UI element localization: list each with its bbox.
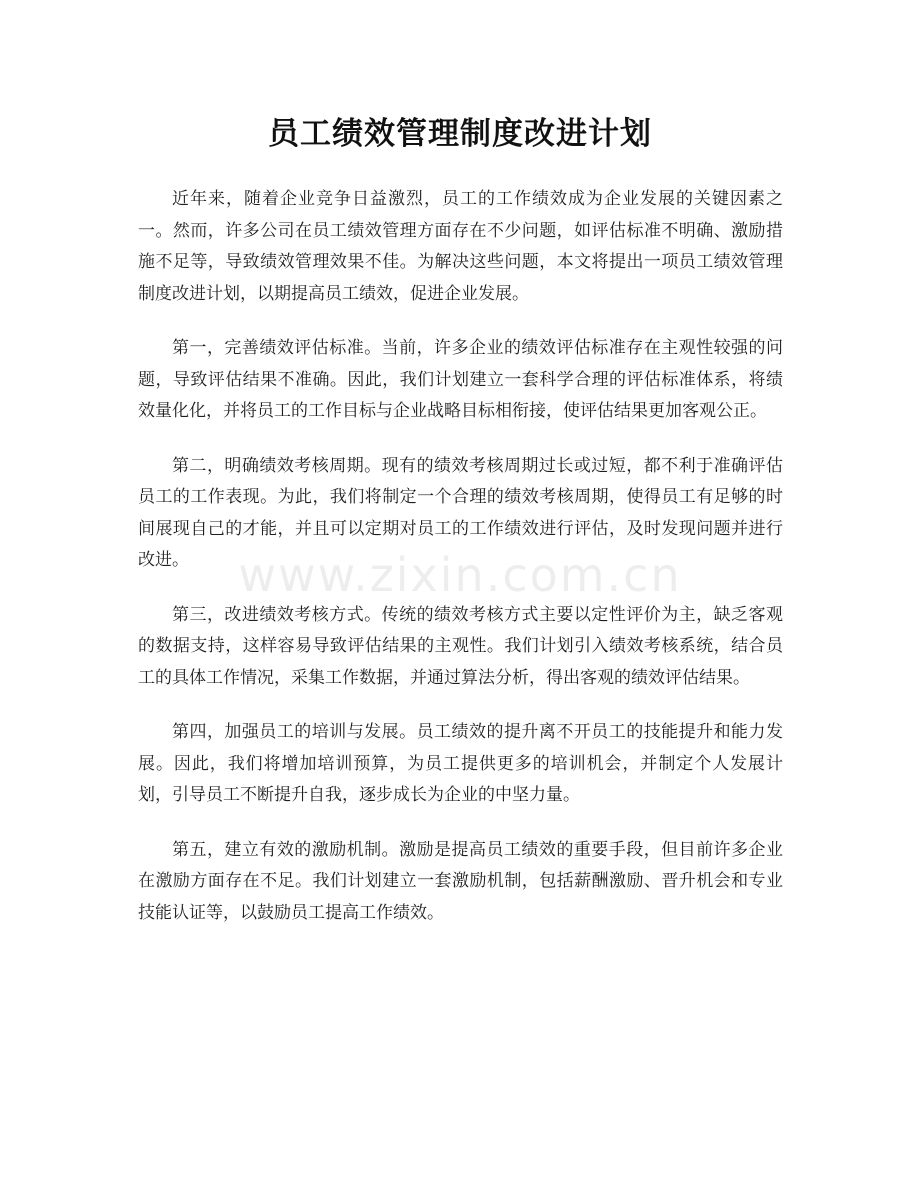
paragraph-fifth: 第五，建立有效的激励机制。激励是提高员工绩效的重要手段，但目前许多企业在激励方面存在不足。我们计划建立一套激励机制，包括薪酬激励、晋升机会和专业技能认证等，以鼓励员工提高工作绩效。 xyxy=(138,839,783,923)
paragraph-third: 第三，改进绩效考核方式。传统的绩效考核方式主要以定性评价为主，缺乏客观的数据支持，这样容易导致评估结果的主观性。我们计划引入绩效考核系统，结合员工的具体工作情况，采集工作数据，并通过算法分析，得出客观的绩效评估结果。 xyxy=(138,604,783,688)
paragraph-fourth: 第四，加强员工的培训与发展。员工绩效的提升离不开员工的技能提升和能力发展。因此，我们将增加培训预算，为员工提供更多的培训机会，并制定个人发展计划，引导员工不断提升自我，逐步成长为企业的中坚力量。 xyxy=(138,722,783,805)
paragraph-intro: 近年来，随着企业竞争日益激烈，员工的工作绩效成为企业发展的关键因素之一。然而，许多公司在员工绩效管理方面存在不少问题，如评估标准不明确、激励措施不足等，导致绩效管理效果不佳。为解决这些问题，本文将提出一项员工绩效管理制度改进计划，以期提高员工绩效，促进企业发展。 xyxy=(138,189,783,304)
document-title: 员工绩效管理制度改进计划 xyxy=(268,116,652,152)
document-body xyxy=(138,184,783,952)
paragraph-second: 第二，明确绩效考核周期。现有的绩效考核周期过长或过短，都不利于准确评估员工的工作表现。为此，我们将制定一个合理的绩效考核周期，使得员工有足够的时间展现自己的才能，并且可以定期对员工的工作绩效进行评估，及时发现问题并进行改进。 xyxy=(138,455,783,570)
paragraph-first: 第一，完善绩效评估标准。当前，许多企业的绩效评估标准存在主观性较强的问题，导致评估结果不准确。因此，我们计划建立一套科学合理的评估标准体系，将绩效量化化，并将员工的工作目标与企业战略目标相衔接，使评估结果更加客观公正。 xyxy=(138,338,783,421)
watermark: www.zixin.com.cn xyxy=(238,548,682,602)
